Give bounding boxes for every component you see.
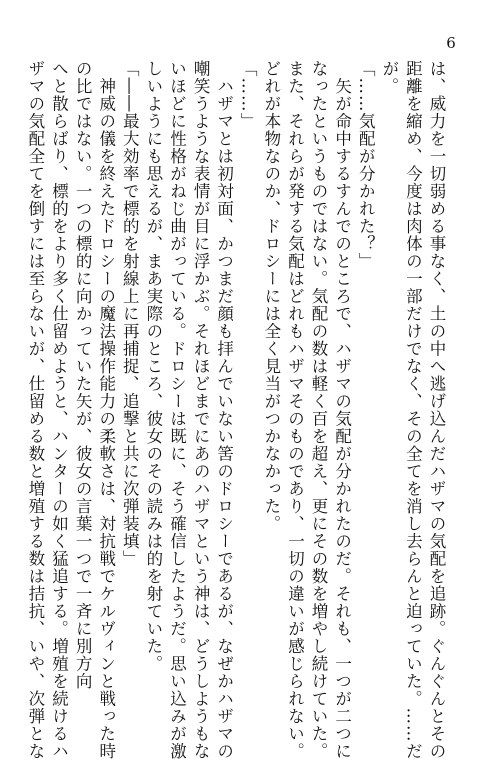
text-line: なったというものではない。気配の数は軽く百を超え、更にその数を増やし続けていた。 — [309, 60, 329, 760]
text-line: へと散らばり、標的をより多く仕留めようと、ハンターの如く猛追する。増殖を続けるハ — [49, 60, 69, 760]
text-line: ザマの気配全てを倒すには至らないが、仕留める数と増殖する数は拮抗、いや、次弾とな — [25, 60, 45, 760]
text-line: ハザマとは初対面、かつまだ顔も拝んでいない筈のドロシーであるが、なぜかハザマの — [214, 60, 234, 760]
text-line: が。 — [379, 60, 399, 95]
text-line: いほどに性格がねじ曲がっている。ドロシーは既に、そう確信したようだ。思い込みが激 — [167, 60, 187, 760]
dialogue-line: 「……」 — [238, 60, 258, 130]
dialogue-line: 「……気配が分かれた？」 — [356, 60, 376, 270]
text-line: 矢が命中するすんでのところで、ハザマの気配が分かれたのだ。それも、一つが二つに — [332, 60, 352, 760]
vertical-text-body — [25, 60, 448, 760]
text-line: 距離を縮め、今度は肉体の一部だけでなく、その全てを消し去らんと迫っていた。……だ — [403, 60, 423, 760]
text-line: しいようにも思えるが、まあ実際のところ、彼女のその読みは的を射ていた。 — [143, 60, 163, 673]
text-line: は、威力を一切弱める事なく、土の中へ逃げ込んだハザマの気配を追跡。ぐんぐんとその — [427, 60, 446, 760]
text-line: 嘲笑うような表情が目に浮かぶ。それほどまでにあのハザマという神は、どうしようもな — [191, 60, 211, 760]
text-line: 神威の儀を終えたドロシーの魔法操作能力の柔軟さは、対抗戦でケルヴィンと戦った時 — [96, 60, 116, 760]
page-number: 6 — [446, 34, 456, 52]
text-line: の比ではない。一つの標的に向かっていた矢が、彼女の言葉一つで一斉に別方向 — [73, 60, 93, 690]
text-line: また、それらが発する気配はどれもハザマそのものであり、一切の違いが感じられない。 — [285, 60, 305, 760]
text-line: どれが本物なのか、ドロシーには全く見当がつかなかった。 — [261, 60, 281, 533]
dialogue-line: 「――最大効率で標的を射線上に再捕捉、追撃と共に次弾装填」 — [120, 60, 140, 568]
